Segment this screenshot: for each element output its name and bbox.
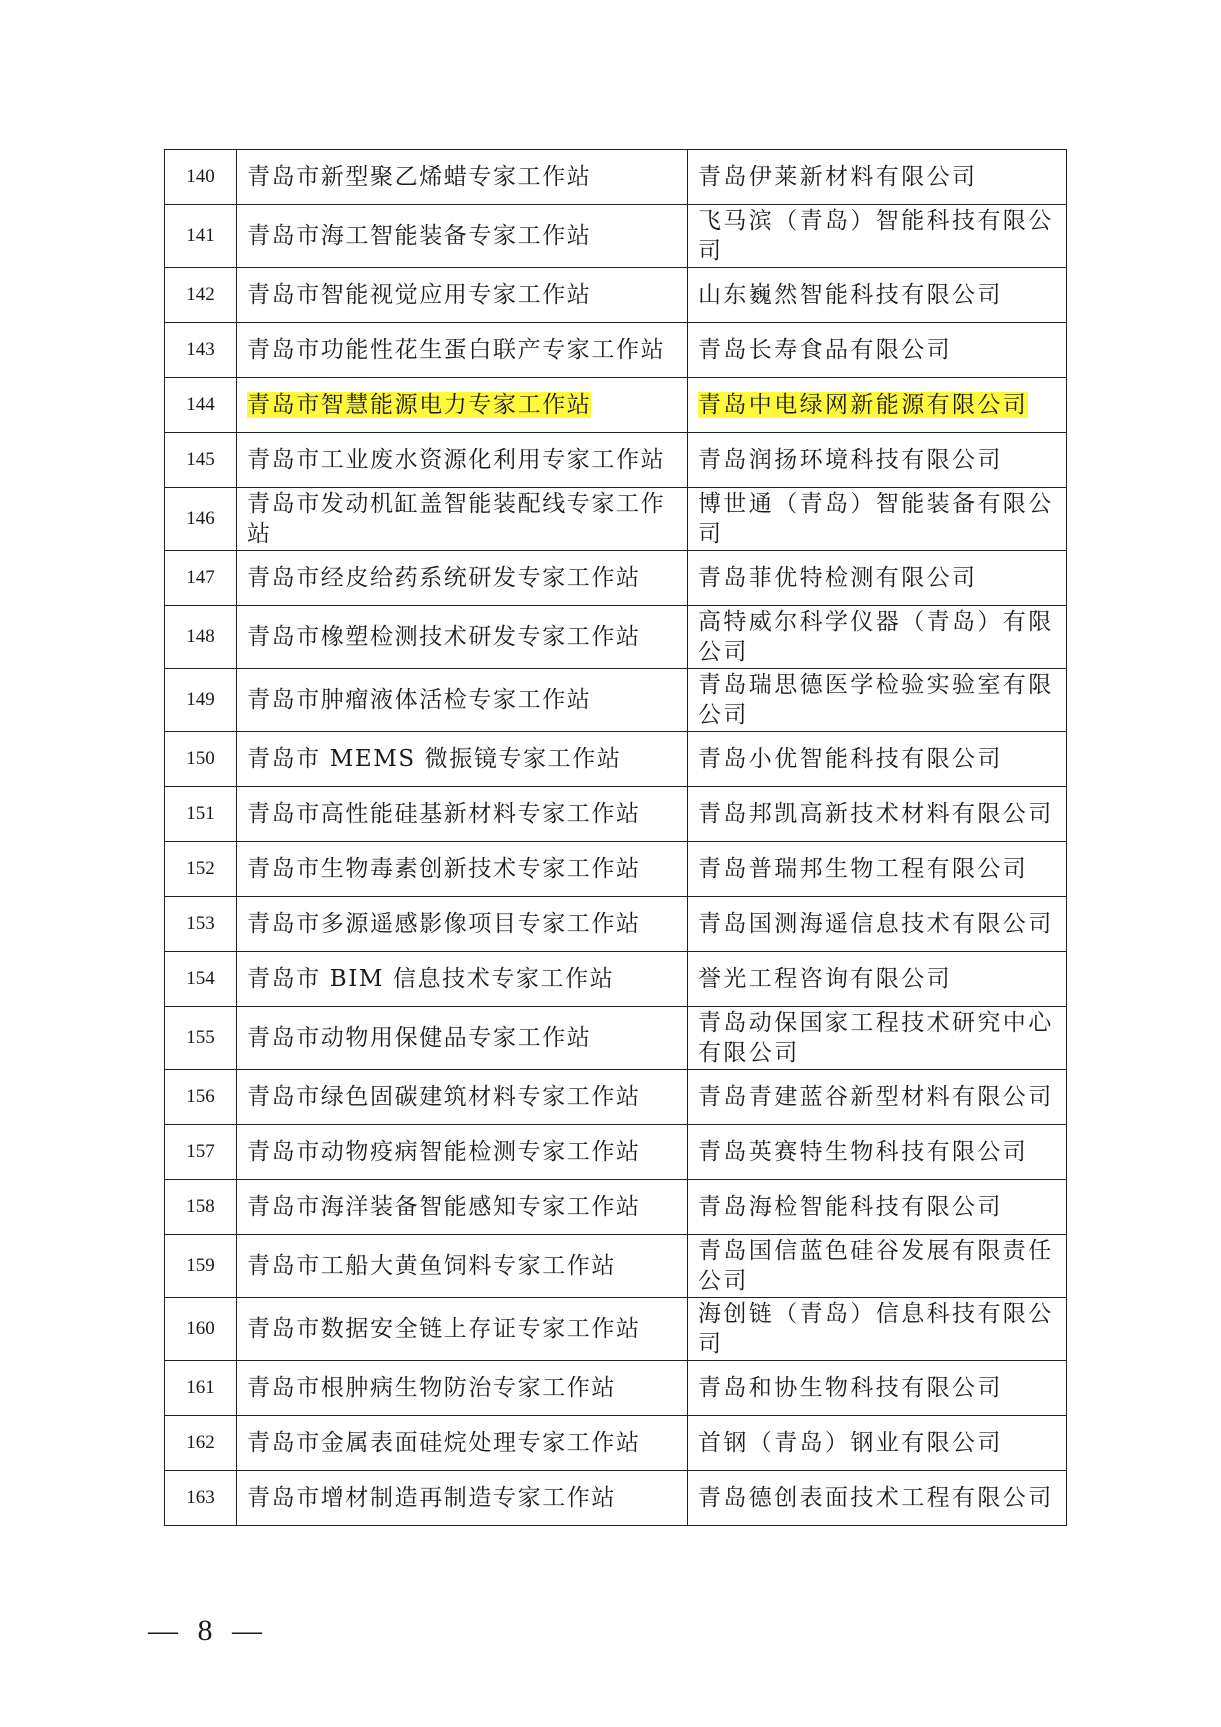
workstation-name: 青岛市工船大黄鱼饲料专家工作站 [237,1235,688,1298]
table-row [165,787,1067,842]
company-name: 青岛小优智能科技有限公司 [688,732,1067,787]
row-number: 146 [165,488,237,551]
table-row [165,433,1067,488]
workstation-name: 青岛市工业废水资源化利用专家工作站 [237,433,688,488]
company-name: 首钢（青岛）钢业有限公司 [688,1416,1067,1471]
row-number: 153 [165,897,237,952]
row-number: 155 [165,1007,237,1070]
row-number: 152 [165,842,237,897]
table-row [165,150,1067,205]
workstation-name: 青岛市智能视觉应用专家工作站 [237,268,688,323]
row-number: 162 [165,1416,237,1471]
table-row-highlighted [165,378,1067,433]
workstation-name: 青岛市多源遥感影像项目专家工作站 [237,897,688,952]
workstation-name: 青岛市 MEMS 微振镜专家工作站 [237,732,688,787]
company-name: 山东巍然智能科技有限公司 [688,268,1067,323]
row-number: 149 [165,669,237,732]
company-name: 青岛德创表面技术工程有限公司 [688,1471,1067,1526]
row-number: 150 [165,732,237,787]
table-row [165,205,1067,268]
table-row [165,1235,1067,1298]
row-number: 151 [165,787,237,842]
table-row [165,1180,1067,1235]
row-number: 156 [165,1070,237,1125]
company-name: 青岛海检智能科技有限公司 [688,1180,1067,1235]
company-name: 青岛菲优特检测有限公司 [688,551,1067,606]
company-name: 青岛润扬环境科技有限公司 [688,433,1067,488]
workstation-name: 青岛市海洋装备智能感知专家工作站 [237,1180,688,1235]
workstation-name: 青岛市高性能硅基新材料专家工作站 [237,787,688,842]
row-number: 141 [165,205,237,268]
workstation-name: 青岛市经皮给药系统研发专家工作站 [237,551,688,606]
row-number: 144 [165,378,237,433]
table-row [165,1125,1067,1180]
row-number: 163 [165,1471,237,1526]
workstation-name: 青岛市肿瘤液体活检专家工作站 [237,669,688,732]
company-name: 誉光工程咨询有限公司 [688,952,1067,1007]
company-name: 青岛国信蓝色硅谷发展有限责任公司 [688,1235,1067,1298]
workstation-name: 青岛市海工智能装备专家工作站 [237,205,688,268]
table-body [165,150,1067,1526]
workstation-name: 青岛市发动机缸盖智能装配线专家工作站 [237,488,688,551]
expert-workstation-table [164,149,1067,1526]
table-row [165,551,1067,606]
workstation-name: 青岛市金属表面硅烷处理专家工作站 [237,1416,688,1471]
company-name: 高特威尔科学仪器（青岛）有限公司 [688,606,1067,669]
table-row [165,1007,1067,1070]
row-number: 157 [165,1125,237,1180]
workstation-name: 青岛市橡塑检测技术研发专家工作站 [237,606,688,669]
highlight-marker: 青岛中电绿网新能源有限公司 [698,392,1029,418]
row-number: 160 [165,1298,237,1361]
workstation-name: 青岛市根肿病生物防治专家工作站 [237,1361,688,1416]
row-number: 140 [165,150,237,205]
table-row [165,1471,1067,1526]
table-row [165,606,1067,669]
row-number: 154 [165,952,237,1007]
table-row [165,1416,1067,1471]
row-number: 142 [165,268,237,323]
company-name: 青岛邦凯高新技术材料有限公司 [688,787,1067,842]
company-name: 青岛瑞思德医学检验实验室有限公司 [688,669,1067,732]
table-row [165,732,1067,787]
table-row [165,1070,1067,1125]
row-number: 145 [165,433,237,488]
company-name: 海创链（青岛）信息科技有限公司 [688,1298,1067,1361]
company-name: 博世通（青岛）智能装备有限公司 [688,488,1067,551]
workstation-name: 青岛市动物疫病智能检测专家工作站 [237,1125,688,1180]
company-name: 青岛和协生物科技有限公司 [688,1361,1067,1416]
workstation-name: 青岛市绿色固碳建筑材料专家工作站 [237,1070,688,1125]
workstation-name: 青岛市增材制造再制造专家工作站 [237,1471,688,1526]
table-row [165,952,1067,1007]
company-name: 青岛国测海遥信息技术有限公司 [688,897,1067,952]
table-row [165,897,1067,952]
workstation-name: 青岛市功能性花生蛋白联产专家工作站 [237,323,688,378]
table-row [165,669,1067,732]
row-number: 148 [165,606,237,669]
table-row [165,1361,1067,1416]
row-number: 161 [165,1361,237,1416]
row-number: 147 [165,551,237,606]
page-number: — 8 — [148,1614,268,1647]
workstation-name: 青岛市 BIM 信息技术专家工作站 [237,952,688,1007]
table-row [165,268,1067,323]
workstation-name: 青岛市动物用保健品专家工作站 [237,1007,688,1070]
company-name [688,378,1067,433]
table-row [165,488,1067,551]
table-row [165,842,1067,897]
company-name: 青岛长寿食品有限公司 [688,323,1067,378]
row-number: 158 [165,1180,237,1235]
company-name: 青岛青建蓝谷新型材料有限公司 [688,1070,1067,1125]
workstation-name: 青岛市数据安全链上存证专家工作站 [237,1298,688,1361]
row-number: 159 [165,1235,237,1298]
table-row [165,323,1067,378]
company-name: 飞马滨（青岛）智能科技有限公司 [688,205,1067,268]
workstation-name [237,378,688,433]
row-number: 143 [165,323,237,378]
company-name: 青岛普瑞邦生物工程有限公司 [688,842,1067,897]
workstation-name: 青岛市生物毒素创新技术专家工作站 [237,842,688,897]
company-name: 青岛伊莱新材料有限公司 [688,150,1067,205]
company-name: 青岛英赛特生物科技有限公司 [688,1125,1067,1180]
highlight-marker: 青岛市智慧能源电力专家工作站 [247,392,592,418]
table-row [165,1298,1067,1361]
company-name: 青岛动保国家工程技术研究中心有限公司 [688,1007,1067,1070]
workstation-name: 青岛市新型聚乙烯蜡专家工作站 [237,150,688,205]
